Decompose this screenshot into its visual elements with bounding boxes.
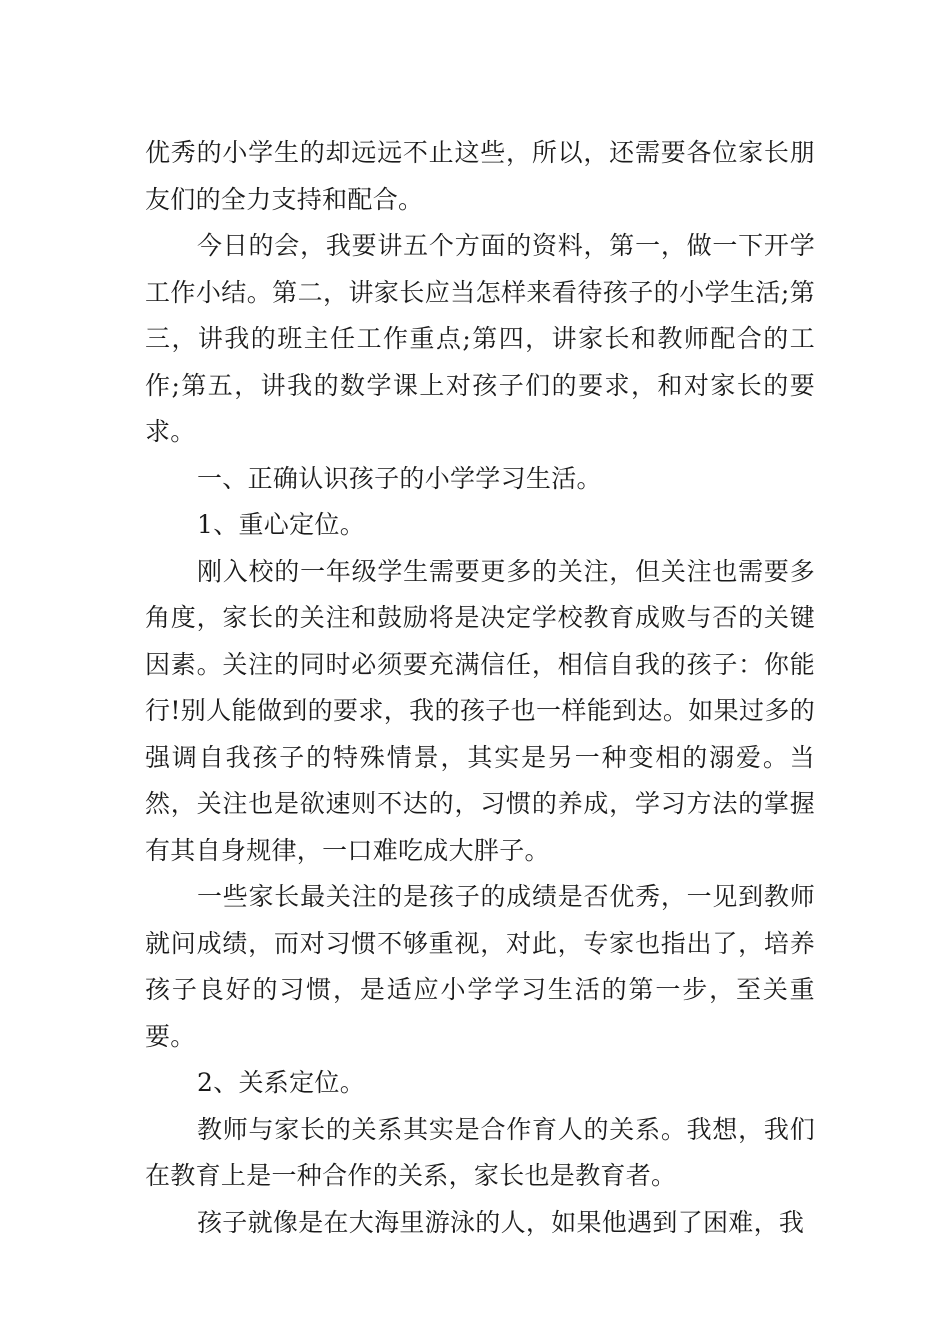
paragraph-6: 孩子就像是在大海里游泳的人，如果他遇到了困难，我 bbox=[197, 1207, 805, 1237]
paragraph-5: 教师与家长的关系其实是合作育人的关系。我想，我们在教育上是一种合作的关系，家长也是教育者。 bbox=[145, 1114, 815, 1190]
paragraph-1: 优秀的小学生的却远远不止这些，所以，还需要各位家长朋友们的全力支持和配合。 bbox=[145, 138, 815, 214]
paragraph-3: 刚入校的一年级学生需要更多的关注，但关注也需要多角度，家长的关注和鼓励将是决定学校教育成败与否的关键因素。关注的同时必须要充满信任，相信自我的孩子：你能行!别人能做到的要求，我的孩子也一样能到达。如果过多的强调自我孩子的特殊情景，其实是另一种变相的溺爱。当然，关注也是欲速则不达的，习惯的养成，学习方法的掌握有其自身规律，一口难吃成大胖子。 bbox=[145, 556, 815, 865]
subsection-heading-1: 1、重心定位。 bbox=[197, 510, 366, 539]
subsection-heading-2: 2、关系定位。 bbox=[197, 1068, 366, 1097]
paragraph-2: 今日的会，我要讲五个方面的资料，第一，做一下开学工作小结。第二，讲家长应当怎样来看待孩子的小学生活;第三，讲我的班主任工作重点;第四，讲家长和教师配合的工作;第五，讲我的数学课上对孩子们的要求，和对家长的要求。 bbox=[145, 231, 815, 446]
document-body bbox=[145, 130, 815, 1246]
paragraph-4: 一些家长最关注的是孩子的成绩是否优秀，一见到教师就问成绩，而对习惯不够重视，对此，专家也指出了，培养孩子良好的习惯，是适应小学学习生活的第一步，至关重要。 bbox=[145, 882, 815, 1051]
section-heading: 一、正确认识孩子的小学学习生活。 bbox=[197, 463, 602, 493]
